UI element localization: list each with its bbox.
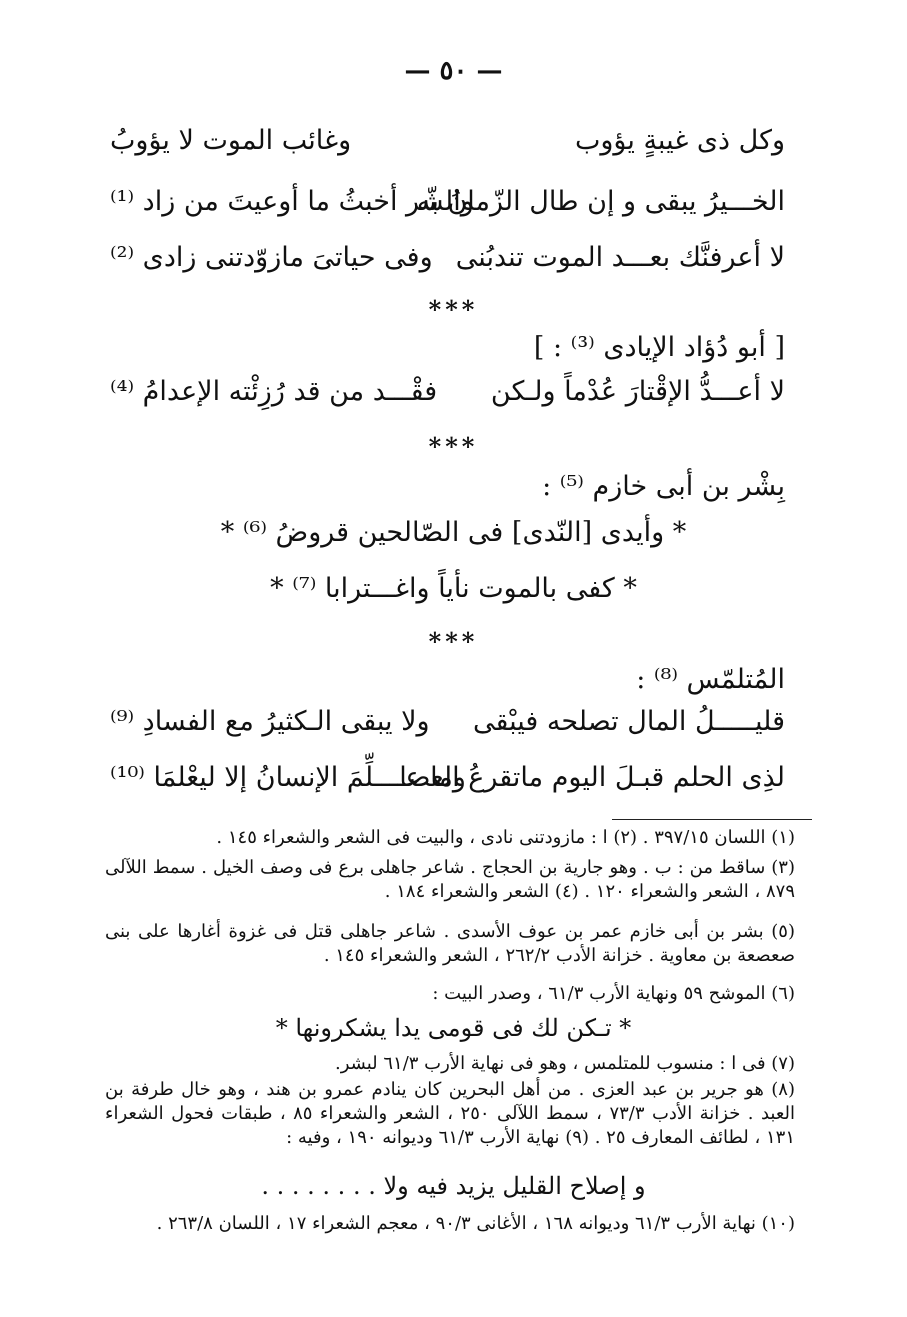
single-hemistich: * كفى بالموت نأياً واغـــترابا ⁽⁷⁾ *	[270, 573, 637, 604]
poet-heading: [ أبو دُؤاد الإيادى ⁽³⁾ : ]	[533, 332, 785, 363]
section-divider: ***	[428, 627, 479, 656]
verse-line	[110, 762, 785, 806]
footnote: (٨) هو جرير بن عبد العزى . من أهل البحرين كان ينادم عمرو بن هند ، وهو خال طرفة بن العبد . خزانة الأدب ٧٣/٣ ، سمط اللآلى ٢٥٠ ، الشعر والشعراء ٨٥ ، طبقات فحول الشعراء ١٣١ ، لطائف المعارف ٢٥ . (٩) نهاية الأرب ٦١/٣ وديوانه ١٩٠ ، وفيه :	[105, 1079, 796, 1148]
verse-left-hemistich: وغائب الموت لا يؤوبُ	[110, 125, 352, 156]
verse-right-hemistich: لا أعـــدُّ الإقْتارَ عُدْماً ولـكن	[490, 376, 785, 407]
footnote: (٣) ساقط من : ب . وهو جارية بن الحجاج . شاعر جاهلى برع فى وصف الخيل . سمط اللآلى ٨٧٩ ، الشعر والشعراء ١٢٠ . (٤) الشعر والشعراء ١٨٤ .	[105, 857, 795, 902]
verse-left-hemistich: فقْـــد من قد رُزِئْته الإعدامُ ⁽⁴⁾	[110, 376, 438, 407]
verse-left-hemistich: والشّر أخبثُ ما أوعيتَ من زاد ⁽¹⁾	[110, 186, 474, 217]
footnote-separator	[612, 819, 812, 820]
footnote: (١) اللسان ٣٩٧/١٥ . (٢) ا : مازودتنى نادى ، والبيت فى الشعر والشعراء ١٤٥ .	[216, 827, 795, 848]
verse-line	[110, 376, 785, 420]
page-number: — ٥٠ —	[404, 56, 503, 86]
footnote-verse: * تـكن لك فى قومى يدا يشكرونها *	[275, 1014, 632, 1042]
verse-right-hemistich: وكل ذى غيبةٍ يؤوب	[574, 125, 785, 156]
verse-line	[110, 125, 785, 169]
footnote: (٦) الموشح ٥٩ ونهاية الأرب ٦١/٣ ، وصدر البيت :	[432, 983, 795, 1004]
verse-line	[110, 706, 785, 750]
footnote: (١٠) نهاية الأرب ٦١/٣ وديوانه ١٦٨ ، الأغانى ٩٠/٣ ، معجم الشعراء ١٧ ، اللسان ٢٦٣/٨ .	[156, 1213, 795, 1234]
verse-line	[110, 186, 785, 230]
section-divider: ***	[428, 432, 479, 461]
single-hemistich: * وأيدى [النّدى] فى الصّالحين قروضُ ⁽⁶⁾ *	[220, 517, 687, 548]
footnote-verse: و إصلاح القليل يزيد فيه ولا . . . . . . . .	[261, 1172, 646, 1200]
verse-right-hemistich: قليـــــلُ المال تصلحه فيبْقى	[472, 706, 785, 737]
poet-heading: بِشْر بن أبى خازم ⁽⁵⁾ :	[542, 471, 785, 502]
verse-right-hemistich: لا أعرفنَّك بعـــد الموت تندبُنى	[455, 242, 785, 273]
footnote: (٥) بشر بن أبى خازم عمر بن عوف الأسدى . شاعر جاهلى قتل فى غزوة أغارها على بنى صعصعة بن معاوية . خزانة الأدب ٢٦٢/٢ ، الشعر والشعراء ١٤٥ .	[105, 921, 795, 966]
verse-left-hemistich: وفى حياتىَ مازوّدتنى زادى ⁽²⁾	[110, 242, 433, 273]
footnote: (٧) فى ا : منسوب للمتلمس ، وهو فى نهاية الأرب ٦١/٣ لبشر.	[335, 1053, 795, 1074]
verse-line	[110, 242, 785, 286]
poet-heading: المُتلمّس ⁽⁸⁾ :	[636, 664, 785, 695]
verse-left-hemistich: وما عــــلِّمَ الإنسانُ إلا ليعْلمَا ⁽¹⁰⁾	[110, 762, 466, 793]
verse-right-hemistich: لذِى الحلم قبـلَ اليوم ماتقرعُ العصا	[399, 762, 785, 793]
verse-right-hemistich: الخـــيرُ يبقى و إن طال الزّمانُ به	[416, 186, 785, 217]
verse-left-hemistich: ولا يبقى الـكثيرُ مع الفسادِ ⁽⁹⁾	[110, 706, 430, 737]
section-divider: ***	[428, 295, 479, 324]
